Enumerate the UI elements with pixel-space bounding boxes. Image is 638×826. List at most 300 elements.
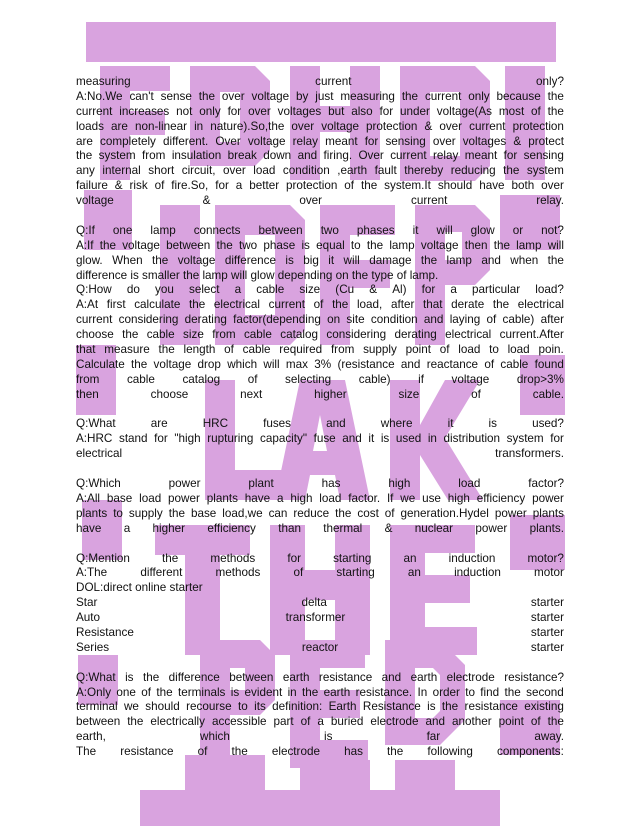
word: of: [313, 298, 324, 312]
word: a: [234, 283, 242, 297]
word: voltage: [321, 119, 359, 133]
word: from: [142, 149, 166, 163]
text-line: [76, 745, 564, 760]
word: point: [498, 715, 524, 729]
word: derate: [451, 298, 485, 312]
word: fire.So,: [171, 179, 209, 193]
word: A:If: [76, 238, 94, 252]
word: for: [503, 149, 518, 163]
word: but: [328, 104, 345, 118]
word: the: [302, 685, 319, 699]
word: drop>3%: [516, 372, 564, 386]
word: delta: [301, 596, 327, 610]
word: DOL:direct online starter: [76, 581, 203, 595]
word: should: [145, 700, 180, 714]
text-line: [76, 552, 564, 567]
word: risk: [129, 179, 148, 193]
word: cable: [146, 328, 175, 342]
word: size: [398, 387, 420, 401]
word: reducing: [450, 164, 496, 178]
text-line: [76, 164, 564, 179]
word: max: [285, 357, 308, 371]
word: which: [227, 357, 258, 371]
word: non-linear: [135, 119, 187, 133]
word: derating: [394, 328, 437, 342]
word: A:Only: [76, 685, 112, 699]
word: factor(depending: [233, 313, 321, 327]
word: of: [531, 104, 541, 118]
word: the: [366, 238, 384, 252]
word: difference: [168, 670, 220, 684]
word: to: [350, 238, 361, 252]
paragraph-gap: [76, 462, 564, 477]
word: sense: [160, 89, 192, 103]
word: plants: [532, 506, 564, 520]
word: A:All: [76, 491, 101, 505]
word: the: [420, 253, 438, 267]
word: the: [168, 506, 185, 520]
word: protect: [528, 134, 564, 148]
word: after: [390, 298, 415, 312]
word: phases: [356, 223, 395, 237]
text-line: [76, 686, 564, 701]
word: fault: [374, 164, 397, 178]
word: the: [162, 551, 179, 565]
word: the: [142, 670, 160, 684]
word: a: [317, 715, 324, 729]
word: reduce: [293, 506, 330, 520]
word: poin.: [538, 343, 564, 357]
word: the: [503, 164, 520, 178]
word: power: [475, 521, 508, 535]
word: increases: [119, 104, 170, 118]
word: current: [76, 313, 113, 327]
word: transformers.: [495, 447, 564, 461]
word: relay: [432, 149, 459, 163]
word: reactor: [301, 640, 339, 654]
text-line: [76, 715, 564, 730]
word: have: [76, 521, 102, 535]
text-line: [76, 611, 564, 626]
word: over: [248, 104, 271, 118]
word: plants: [206, 491, 238, 505]
word: ,earth: [337, 164, 368, 178]
word: choose: [150, 387, 189, 401]
word: only?: [536, 75, 564, 88]
word: power: [532, 491, 564, 505]
word: induction: [454, 566, 501, 580]
word: of: [484, 357, 495, 371]
word: capacity": [259, 432, 307, 446]
word: high: [290, 491, 313, 505]
paragraph-gap: [76, 656, 564, 671]
text-line: [76, 581, 564, 596]
word: completely: [100, 134, 156, 148]
word: voltage: [153, 357, 192, 371]
word: difference: [224, 253, 276, 267]
text-line: [76, 135, 564, 150]
word: power: [168, 491, 200, 505]
word: A:No.We: [76, 89, 123, 103]
word: required: [279, 343, 323, 357]
word: it: [412, 223, 419, 237]
word: is: [324, 730, 333, 744]
word: cable: [256, 283, 285, 297]
word: the: [216, 238, 233, 252]
word: for: [421, 283, 436, 297]
word: load,we: [222, 506, 263, 520]
word: condition: [370, 313, 418, 327]
text-line: [76, 492, 564, 507]
word: starting: [336, 566, 375, 580]
word: selecting: [285, 372, 332, 386]
word: after: [540, 313, 564, 327]
word: then: [76, 387, 99, 401]
word: plant: [248, 477, 274, 491]
word: an: [407, 566, 421, 580]
paragraph-gap: [76, 403, 564, 418]
word: for: [379, 104, 394, 118]
word: has: [344, 745, 363, 759]
word: it: [328, 253, 335, 267]
word: meant: [464, 149, 498, 163]
word: between: [229, 670, 274, 684]
word: select: [188, 283, 220, 297]
word: measuring: [340, 89, 395, 103]
text-line: [76, 417, 564, 432]
word: If: [386, 491, 394, 505]
word: the: [188, 298, 206, 312]
word: current.After: [499, 328, 564, 342]
word: following: [427, 745, 473, 759]
word: voltage: [122, 238, 160, 252]
word: the: [152, 253, 169, 267]
word: are: [76, 134, 93, 148]
word: voltages: [462, 134, 507, 148]
word: in: [427, 432, 437, 446]
word: lamp: [516, 238, 542, 252]
text-line: [76, 566, 564, 581]
word: a: [276, 491, 284, 505]
word: used?: [532, 417, 564, 431]
word: evident: [244, 685, 283, 699]
word: size: [299, 283, 321, 297]
word: to: [113, 506, 123, 520]
word: not: [176, 104, 193, 118]
word: Resistance: [362, 700, 421, 714]
word: which: [200, 730, 230, 744]
word: if: [418, 372, 424, 386]
word: over: [299, 194, 323, 208]
word: plants: [76, 506, 108, 520]
word: different: [140, 566, 183, 580]
text-line: [76, 373, 564, 388]
word: supply: [128, 506, 163, 520]
text-line: [76, 179, 564, 194]
word: earth: [323, 685, 351, 699]
word: motor: [534, 566, 564, 580]
word: Auto: [76, 611, 101, 625]
word: load: [458, 343, 481, 357]
word: from: [76, 372, 100, 386]
word: factor.: [348, 491, 381, 505]
word: buried: [330, 715, 364, 729]
word: of: [471, 387, 481, 401]
page-text: [76, 75, 564, 760]
word: of: [224, 343, 234, 357]
word: system.It: [384, 179, 431, 193]
word: &: [424, 119, 433, 133]
word: of: [141, 685, 152, 699]
word: phase: [263, 238, 296, 252]
word: A:HRC: [76, 432, 113, 446]
word: resistance: [464, 700, 518, 714]
word: a: [235, 179, 243, 193]
word: definition:: [272, 700, 323, 714]
word: current: [390, 149, 427, 163]
word: of: [197, 745, 208, 759]
text-line: [76, 671, 564, 686]
word: cable.: [532, 387, 564, 401]
word: cable: [126, 372, 155, 386]
word: will: [436, 223, 453, 237]
word: site: [346, 313, 365, 327]
word: order: [432, 685, 460, 699]
word: the: [156, 685, 173, 699]
word: not?: [541, 223, 564, 237]
word: different.: [163, 134, 209, 148]
word: far: [426, 730, 441, 744]
word: current: [424, 89, 462, 103]
word: drop: [197, 357, 221, 371]
text-line: [76, 730, 564, 745]
word: &: [114, 179, 123, 193]
word: the: [504, 685, 521, 699]
word: transformer: [285, 611, 346, 625]
text-line: [76, 269, 564, 284]
word: and: [326, 417, 346, 431]
word: to: [465, 685, 475, 699]
word: earth: [410, 670, 438, 684]
word: a: [123, 521, 131, 535]
word: second: [526, 685, 564, 699]
word: or: [512, 223, 524, 237]
word: Q:Mention: [76, 551, 130, 565]
word: for: [154, 432, 168, 446]
word: by: [296, 89, 309, 103]
word: internal: [102, 164, 141, 178]
word: can: [268, 506, 288, 520]
word: a: [450, 283, 457, 297]
word: efficiency: [476, 491, 526, 505]
word: electrode: [370, 715, 419, 729]
word: the: [360, 179, 378, 193]
word: of: [384, 506, 395, 520]
word: is: [125, 670, 134, 684]
word: should: [437, 179, 473, 193]
word: cable): [502, 313, 535, 327]
word: distribution: [443, 432, 501, 446]
word: we: [400, 491, 416, 505]
word: system: [98, 149, 136, 163]
word: the: [387, 745, 404, 759]
word: Calculate: [76, 357, 125, 371]
text-line: [76, 447, 564, 462]
word: fuses: [263, 417, 292, 431]
text-line: [76, 75, 564, 90]
word: relay.: [536, 194, 564, 208]
word: nuclear: [414, 521, 454, 535]
word: has: [321, 477, 341, 491]
word: only: [468, 89, 490, 103]
word: cable): [358, 372, 391, 386]
word: load,: [356, 298, 383, 312]
word: meant: [325, 134, 358, 148]
word: another: [451, 715, 492, 729]
word: catalog: [280, 328, 318, 342]
word: load: [507, 343, 530, 357]
text-line: [76, 149, 564, 164]
word: over: [541, 179, 564, 193]
word: the: [547, 89, 564, 103]
word: the: [76, 149, 93, 163]
word: on: [327, 313, 341, 327]
word: induction: [448, 551, 496, 565]
word: &: [384, 521, 393, 535]
word: A:The: [76, 566, 108, 580]
word: over: [439, 119, 463, 133]
text-line: [76, 194, 564, 209]
word: break: [227, 149, 257, 163]
word: power: [168, 477, 201, 491]
word: In: [417, 685, 428, 699]
word: efficiency: [207, 521, 256, 535]
word: two: [320, 223, 339, 237]
word: methods: [210, 551, 256, 565]
word: have: [479, 179, 505, 193]
text-line: [76, 641, 564, 656]
word: it: [368, 432, 375, 446]
text-line: [76, 507, 564, 522]
text-line: [76, 477, 564, 492]
word: loads: [76, 119, 104, 133]
word: load: [319, 491, 342, 505]
word: will: [263, 357, 280, 371]
word: we: [123, 700, 139, 714]
word: for: [550, 432, 564, 446]
word: particular: [472, 283, 521, 297]
word: resistance: [318, 670, 373, 684]
word: starter: [530, 596, 564, 610]
word: terminal: [76, 700, 118, 714]
word: for: [227, 104, 242, 118]
word: over: [291, 119, 315, 133]
word: insulation: [171, 149, 222, 163]
word: earth,: [76, 730, 106, 744]
word: starter: [530, 611, 564, 625]
text-line: [76, 343, 564, 358]
text-line: [76, 700, 564, 715]
word: power: [494, 506, 527, 520]
word: starter: [530, 625, 564, 639]
word: system: [506, 432, 544, 446]
word: the: [401, 89, 419, 103]
word: high: [388, 477, 411, 491]
word: A:At: [76, 298, 99, 312]
word: only: [199, 104, 221, 118]
word: considering: [118, 313, 179, 327]
word: electrical: [517, 298, 564, 312]
word: of: [344, 179, 355, 193]
word: short: [148, 164, 175, 178]
word: laying: [449, 313, 481, 327]
word: considering: [326, 328, 387, 342]
word: equal: [316, 238, 345, 252]
word: &: [202, 194, 211, 208]
word: Earth: [328, 700, 357, 714]
word: any: [76, 164, 95, 178]
word: high: [447, 491, 470, 505]
word: also: [351, 104, 373, 118]
word: starting: [333, 551, 372, 565]
word: choose: [76, 328, 114, 342]
word: motor?: [527, 551, 564, 565]
word: lamp: [446, 253, 472, 267]
word: for: [287, 551, 301, 565]
word: system: [526, 164, 564, 178]
word: electrical: [445, 328, 492, 342]
word: When: [112, 253, 143, 267]
word: current: [410, 194, 448, 208]
text-line: [76, 388, 564, 403]
word: it: [447, 417, 454, 431]
word: protection: [286, 179, 338, 193]
word: the: [547, 253, 564, 267]
word: where: [380, 417, 413, 431]
word: reactance: [426, 357, 479, 371]
word: and: [423, 313, 444, 327]
word: current: [315, 75, 352, 88]
word: voltages: [277, 104, 322, 118]
word: generation.Hydel: [400, 506, 489, 520]
word: thereby: [404, 164, 444, 178]
word: load?: [535, 283, 564, 297]
word: use: [422, 491, 441, 505]
word: electrode: [446, 670, 495, 684]
word: connects: [193, 223, 241, 237]
word: one: [116, 685, 136, 699]
word: resistance.: [355, 685, 413, 699]
word: is: [301, 238, 310, 252]
text-line: [76, 626, 564, 641]
word: sensing: [385, 134, 426, 148]
word: for: [215, 179, 229, 193]
word: electrically: [150, 715, 205, 729]
word: from: [330, 343, 355, 357]
word: voltage: [247, 134, 286, 148]
word: first: [106, 298, 126, 312]
word: found: [534, 357, 564, 371]
word: the: [127, 715, 144, 729]
word: cable: [500, 357, 529, 371]
word: and: [425, 715, 445, 729]
word: of: [154, 179, 165, 193]
word: that: [76, 343, 96, 357]
word: circuit,: [181, 164, 216, 178]
word: and: [400, 357, 421, 371]
word: because: [496, 89, 541, 103]
word: measure: [104, 343, 150, 357]
